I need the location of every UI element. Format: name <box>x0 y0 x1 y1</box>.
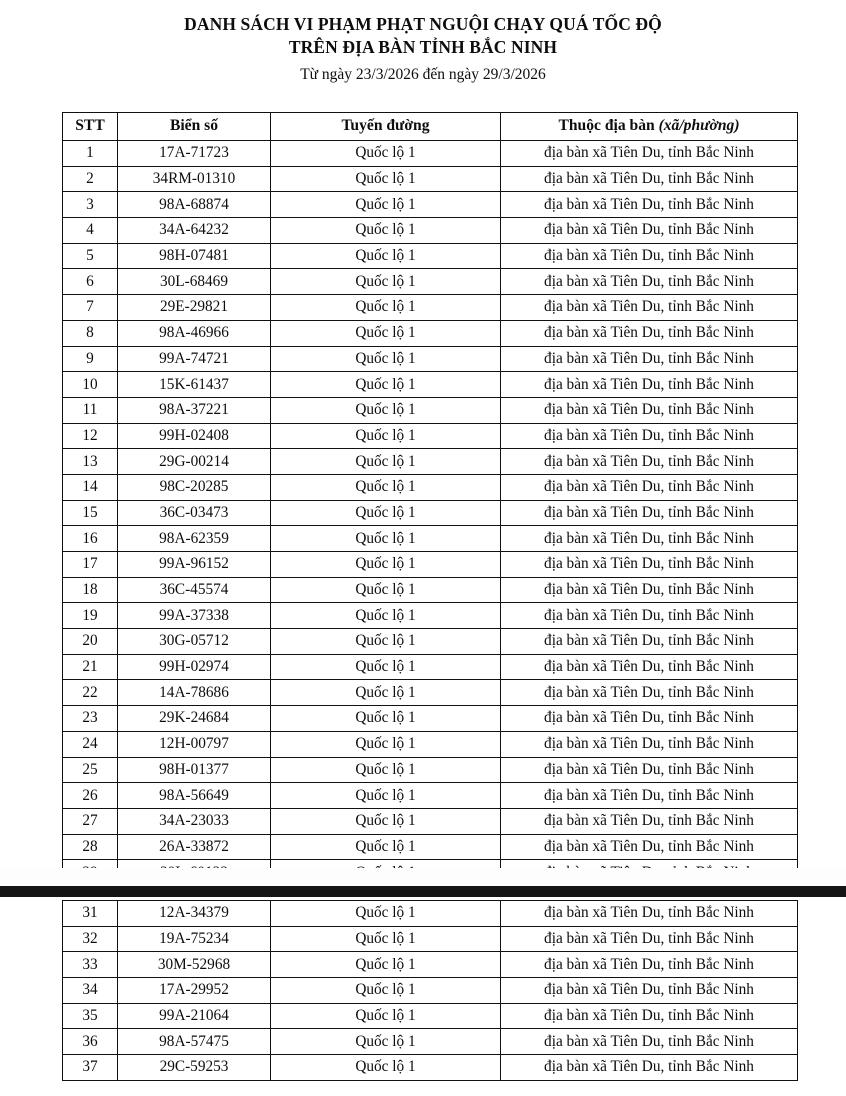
table-row <box>63 218 798 244</box>
table-row <box>63 603 798 629</box>
cell-stt: 23 <box>63 706 118 732</box>
cell-area: địa bàn xã Tiên Du, tỉnh Bắc Ninh <box>501 757 798 783</box>
table-row <box>63 629 798 655</box>
table-row <box>63 808 798 834</box>
cell-stt: 20 <box>63 629 118 655</box>
cell-stt: 10 <box>63 372 118 398</box>
cell-plate: 12A-34379 <box>118 901 271 927</box>
cell-plate: 29E-29821 <box>118 295 271 321</box>
cell-plate: 29C-59253 <box>118 1055 271 1081</box>
cell-road: Quốc lộ 1 <box>271 706 501 732</box>
cell-plate: 98A-62359 <box>118 526 271 552</box>
cell-plate: 29G-00214 <box>118 449 271 475</box>
column-header-area-italic: (xã/phường) <box>658 117 740 135</box>
cell-area: địa bàn xã Tiên Du, tỉnh Bắc Ninh <box>501 372 798 398</box>
cell-stt: 26 <box>63 783 118 809</box>
cell-plate: 34A-64232 <box>118 218 271 244</box>
cell-road: Quốc lộ 1 <box>271 654 501 680</box>
cell-area: địa bàn xã Tiên Du, tỉnh Bắc Ninh <box>501 783 798 809</box>
cell-area: địa bàn xã Tiên Du, tỉnh Bắc Ninh <box>501 141 798 167</box>
cell-road: Quốc lộ 1 <box>271 295 501 321</box>
cell-road: Quốc lộ 1 <box>271 783 501 809</box>
table-row <box>63 346 798 372</box>
cell-road: Quốc lộ 1 <box>271 731 501 757</box>
cell-stt: 1 <box>63 141 118 167</box>
violations-table-continued <box>62 900 798 1081</box>
cell-road: Quốc lộ 1 <box>271 423 501 449</box>
cell-plate: 98C-20285 <box>118 474 271 500</box>
violations-table <box>62 112 798 886</box>
table-header-row <box>63 113 798 141</box>
cell-area: địa bàn xã Tiên Du, tỉnh Bắc Ninh <box>501 320 798 346</box>
cell-area: địa bàn xã Tiên Du, tỉnh Bắc Ninh <box>501 166 798 192</box>
cell-area: địa bàn xã Tiên Du, tỉnh Bắc Ninh <box>501 449 798 475</box>
cell-plate: 99H-02408 <box>118 423 271 449</box>
cell-stt: 37 <box>63 1055 118 1081</box>
cell-stt: 18 <box>63 577 118 603</box>
cell-plate: 99A-74721 <box>118 346 271 372</box>
cell-stt: 27 <box>63 808 118 834</box>
table-row <box>63 166 798 192</box>
cell-area: địa bàn xã Tiên Du, tỉnh Bắc Ninh <box>501 680 798 706</box>
cell-area: địa bàn xã Tiên Du, tỉnh Bắc Ninh <box>501 577 798 603</box>
table-row <box>63 269 798 295</box>
cell-road: Quốc lộ 1 <box>271 218 501 244</box>
cell-area: địa bàn xã Tiên Du, tỉnh Bắc Ninh <box>501 218 798 244</box>
cell-stt: 4 <box>63 218 118 244</box>
cell-area: địa bàn xã Tiên Du, tỉnh Bắc Ninh <box>501 526 798 552</box>
cell-stt: 32 <box>63 926 118 952</box>
cell-area: địa bàn xã Tiên Du, tỉnh Bắc Ninh <box>501 243 798 269</box>
cell-plate: 30M-52968 <box>118 952 271 978</box>
cell-plate: 29K-24684 <box>118 706 271 732</box>
cell-stt: 19 <box>63 603 118 629</box>
cell-area: địa bàn xã Tiên Du, tỉnh Bắc Ninh <box>501 808 798 834</box>
table-body-page-2 <box>63 901 798 1081</box>
table-row <box>63 577 798 603</box>
table-body-page-1 <box>63 141 798 886</box>
cell-area: địa bàn xã Tiên Du, tỉnh Bắc Ninh <box>501 423 798 449</box>
cell-area: địa bàn xã Tiên Du, tỉnh Bắc Ninh <box>501 629 798 655</box>
cell-stt: 3 <box>63 192 118 218</box>
cell-stt: 9 <box>63 346 118 372</box>
table-row <box>63 1003 798 1029</box>
cell-road: Quốc lộ 1 <box>271 372 501 398</box>
table-row <box>63 552 798 578</box>
cell-plate: 98A-68874 <box>118 192 271 218</box>
cell-road: Quốc lộ 1 <box>271 526 501 552</box>
cell-plate: 19A-75234 <box>118 926 271 952</box>
cell-stt: 22 <box>63 680 118 706</box>
cell-area: địa bàn xã Tiên Du, tỉnh Bắc Ninh <box>501 1029 798 1055</box>
cell-area: địa bàn xã Tiên Du, tỉnh Bắc Ninh <box>501 603 798 629</box>
cell-plate: 34RM-01310 <box>118 166 271 192</box>
cell-stt: 13 <box>63 449 118 475</box>
cell-area: địa bàn xã Tiên Du, tỉnh Bắc Ninh <box>501 295 798 321</box>
cell-road: Quốc lộ 1 <box>271 952 501 978</box>
cell-stt: 17 <box>63 552 118 578</box>
cell-area: địa bàn xã Tiên Du, tỉnh Bắc Ninh <box>501 731 798 757</box>
table-row <box>63 901 798 927</box>
table-row <box>63 397 798 423</box>
cell-plate: 98A-57475 <box>118 1029 271 1055</box>
cell-area: địa bàn xã Tiên Du, tỉnh Bắc Ninh <box>501 834 798 860</box>
table-row <box>63 952 798 978</box>
cell-road: Quốc lộ 1 <box>271 474 501 500</box>
table-row <box>63 783 798 809</box>
cell-plate: 99A-37338 <box>118 603 271 629</box>
table-row <box>63 1029 798 1055</box>
cell-plate: 30L-68469 <box>118 269 271 295</box>
cell-plate: 98H-07481 <box>118 243 271 269</box>
cell-area: địa bàn xã Tiên Du, tỉnh Bắc Ninh <box>501 926 798 952</box>
cell-area: địa bàn xã Tiên Du, tỉnh Bắc Ninh <box>501 901 798 927</box>
cell-road: Quốc lộ 1 <box>271 808 501 834</box>
table-row <box>63 654 798 680</box>
cell-area: địa bàn xã Tiên Du, tỉnh Bắc Ninh <box>501 978 798 1004</box>
cell-area: địa bàn xã Tiên Du, tỉnh Bắc Ninh <box>501 952 798 978</box>
cell-plate: 15K-61437 <box>118 372 271 398</box>
table-row <box>63 141 798 167</box>
cell-road: Quốc lộ 1 <box>271 397 501 423</box>
cell-road: Quốc lộ 1 <box>271 834 501 860</box>
cell-stt: 15 <box>63 500 118 526</box>
cell-road: Quốc lộ 1 <box>271 552 501 578</box>
cell-plate: 98A-56649 <box>118 783 271 809</box>
table-row <box>63 320 798 346</box>
cell-plate: 98H-01377 <box>118 757 271 783</box>
cell-area: địa bàn xã Tiên Du, tỉnh Bắc Ninh <box>501 1055 798 1081</box>
cell-road: Quốc lộ 1 <box>271 926 501 952</box>
table-header <box>63 113 798 141</box>
cell-road: Quốc lộ 1 <box>271 243 501 269</box>
page-gap <box>0 868 846 886</box>
column-header-road: Tuyến đường <box>271 113 501 141</box>
cell-road: Quốc lộ 1 <box>271 757 501 783</box>
column-header-area-main: Thuộc địa bàn <box>558 117 659 135</box>
cell-stt: 11 <box>63 397 118 423</box>
cell-area: địa bàn xã Tiên Du, tỉnh Bắc Ninh <box>501 192 798 218</box>
table-row <box>63 243 798 269</box>
table-row <box>63 423 798 449</box>
table-row <box>63 372 798 398</box>
column-header-area <box>501 113 798 141</box>
table-row <box>63 926 798 952</box>
cell-plate: 17A-29952 <box>118 978 271 1004</box>
cell-road: Quốc lộ 1 <box>271 1055 501 1081</box>
cell-road: Quốc lộ 1 <box>271 449 501 475</box>
table-row <box>63 834 798 860</box>
cell-stt: 33 <box>63 952 118 978</box>
table-row <box>63 526 798 552</box>
cell-road: Quốc lộ 1 <box>271 1029 501 1055</box>
cell-area: địa bàn xã Tiên Du, tỉnh Bắc Ninh <box>501 474 798 500</box>
page-title-line-1: DANH SÁCH VI PHẠM PHẠT NGUỘI CHẠY QUÁ TỐC ĐỘ <box>184 14 662 34</box>
cell-stt: 5 <box>63 243 118 269</box>
cell-road: Quốc lộ 1 <box>271 192 501 218</box>
violations-table-page-1 <box>62 112 797 886</box>
cell-road: Quốc lộ 1 <box>271 577 501 603</box>
cell-stt: 12 <box>63 423 118 449</box>
cell-area: địa bàn xã Tiên Du, tỉnh Bắc Ninh <box>501 397 798 423</box>
cell-plate: 30G-05712 <box>118 629 271 655</box>
cell-area: địa bàn xã Tiên Du, tỉnh Bắc Ninh <box>501 1003 798 1029</box>
table-row <box>63 500 798 526</box>
cell-plate: 99H-02974 <box>118 654 271 680</box>
cell-road: Quốc lộ 1 <box>271 141 501 167</box>
cell-plate: 12H-00797 <box>118 731 271 757</box>
cell-road: Quốc lộ 1 <box>271 680 501 706</box>
cell-stt: 34 <box>63 978 118 1004</box>
table-row <box>63 731 798 757</box>
cell-plate: 34A-23033 <box>118 808 271 834</box>
cell-stt: 25 <box>63 757 118 783</box>
cell-area: địa bàn xã Tiên Du, tỉnh Bắc Ninh <box>501 706 798 732</box>
cell-area: địa bàn xã Tiên Du, tỉnh Bắc Ninh <box>501 346 798 372</box>
cell-stt: 14 <box>63 474 118 500</box>
cell-stt: 8 <box>63 320 118 346</box>
cell-road: Quốc lộ 1 <box>271 500 501 526</box>
cell-plate: 36C-03473 <box>118 500 271 526</box>
cell-plate: 26A-33872 <box>118 834 271 860</box>
cell-stt: 36 <box>63 1029 118 1055</box>
table-row <box>63 706 798 732</box>
cell-plate: 98A-46966 <box>118 320 271 346</box>
table-row <box>63 474 798 500</box>
cell-plate: 99A-96152 <box>118 552 271 578</box>
cell-stt: 16 <box>63 526 118 552</box>
cell-plate: 99A-21064 <box>118 1003 271 1029</box>
cell-area: địa bàn xã Tiên Du, tỉnh Bắc Ninh <box>501 654 798 680</box>
cell-road: Quốc lộ 1 <box>271 978 501 1004</box>
date-range-subtitle: Từ ngày 23/3/2026 đến ngày 29/3/2026 <box>300 66 546 83</box>
cell-stt: 24 <box>63 731 118 757</box>
cell-road: Quốc lộ 1 <box>271 901 501 927</box>
cell-road: Quốc lộ 1 <box>271 629 501 655</box>
cell-stt: 7 <box>63 295 118 321</box>
violations-table-page-2 <box>62 900 797 1081</box>
page-break-separator <box>0 886 846 897</box>
cell-plate: 36C-45574 <box>118 577 271 603</box>
cell-area: địa bàn xã Tiên Du, tỉnh Bắc Ninh <box>501 552 798 578</box>
cell-stt: 6 <box>63 269 118 295</box>
column-header-stt: STT <box>63 113 118 141</box>
cell-stt: 31 <box>63 901 118 927</box>
column-header-plate: Biển số <box>118 113 271 141</box>
cell-plate: 98A-37221 <box>118 397 271 423</box>
cell-stt: 28 <box>63 834 118 860</box>
table-row <box>63 449 798 475</box>
cell-road: Quốc lộ 1 <box>271 269 501 295</box>
page-title-line-2: TRÊN ĐỊA BÀN TỈNH BẮC NINH <box>288 37 558 57</box>
cell-stt: 35 <box>63 1003 118 1029</box>
cell-road: Quốc lộ 1 <box>271 603 501 629</box>
cell-area: địa bàn xã Tiên Du, tỉnh Bắc Ninh <box>501 269 798 295</box>
cell-area: địa bàn xã Tiên Du, tỉnh Bắc Ninh <box>501 500 798 526</box>
table-row <box>63 192 798 218</box>
table-row <box>63 680 798 706</box>
cell-road: Quốc lộ 1 <box>271 1003 501 1029</box>
cell-road: Quốc lộ 1 <box>271 166 501 192</box>
table-row <box>63 1055 798 1081</box>
table-row <box>63 295 798 321</box>
cell-road: Quốc lộ 1 <box>271 346 501 372</box>
cell-stt: 21 <box>63 654 118 680</box>
table-row <box>63 978 798 1004</box>
cell-plate: 17A-71723 <box>118 141 271 167</box>
cell-road: Quốc lộ 1 <box>271 320 501 346</box>
cell-plate: 14A-78686 <box>118 680 271 706</box>
cell-stt: 2 <box>63 166 118 192</box>
table-row <box>63 757 798 783</box>
